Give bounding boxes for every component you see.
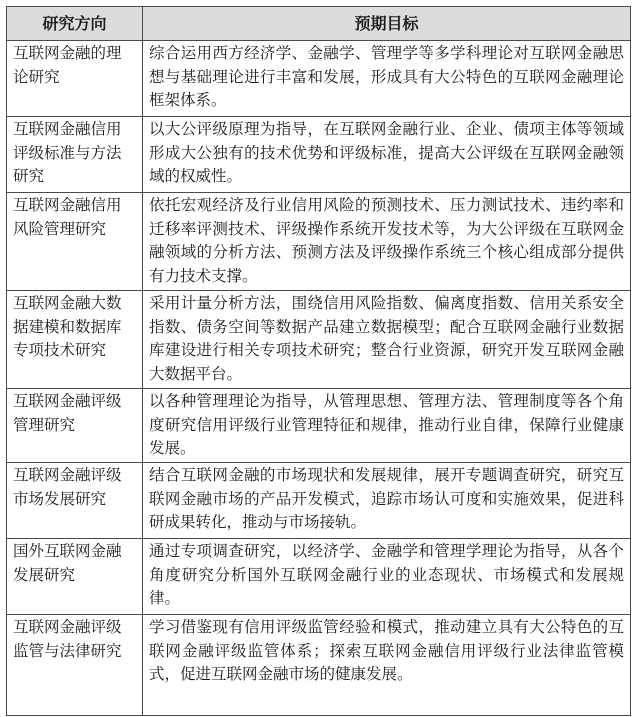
research-direction-cell: 互联网金融信用评级标准与方法研究	[7, 117, 143, 193]
table-row	[7, 41, 631, 117]
expected-goal-cell: 通过专项调查研究，以经济学、金融学和管理学理论为指导，从各个角度研究分析国外互联网金融行业的业态现状、市场模式和发展规律。	[143, 539, 631, 615]
table-header-row	[7, 7, 631, 41]
table-row	[7, 463, 631, 539]
expected-goal-cell: 以各种管理理论为指导，从管理思想、管理方法、管理制度等各个角度研究信用评级行业管理特征和规律，推动行业自律，保障行业健康发展。	[143, 389, 631, 463]
research-direction-cell: 互联网金融的理论研究	[7, 41, 143, 117]
expected-goal-cell: 结合互联网金融的市场现状和发展规律，展开专题调查研究，研究互联网金融市场的产品开发模式，追踪市场认可度和实施效果，促进科研成果转化，推动与市场接轨。	[143, 463, 631, 539]
table-row	[7, 389, 631, 463]
table-row	[7, 615, 631, 716]
header-research-direction: 研究方向	[7, 7, 143, 41]
expected-goal-cell: 综合运用西方经济学、金融学、管理学等多学科理论对互联网金融思想与基础理论进行丰富和发展，形成具有大公特色的互联网金融理论框架体系。	[143, 41, 631, 117]
table-row	[7, 117, 631, 193]
table-row	[7, 193, 631, 291]
research-table	[6, 6, 631, 716]
table-row	[7, 291, 631, 389]
table-row	[7, 539, 631, 615]
expected-goal-cell: 采用计量分析方法，围绕信用风险指数、偏离度指数、信用关系安全指数、债务空间等数据产品建立数据模型；配合互联网金融行业数据库建设进行相关专项技术研究；整合行业资源，研究开发互联网金融大数据平台。	[143, 291, 631, 389]
research-direction-cell: 互联网金融大数据建模和数据库专项技术研究	[7, 291, 143, 389]
expected-goal-cell: 以大公评级原理为指导，在互联网金融行业、企业、债项主体等领域形成大公独有的技术优势和评级标准，提高大公评级在互联网金融领域的权威性。	[143, 117, 631, 193]
research-direction-cell: 国外互联网金融发展研究	[7, 539, 143, 615]
research-direction-cell: 互联网金融评级市场发展研究	[7, 463, 143, 539]
expected-goal-cell: 依托宏观经济及行业信用风险的预测技术、压力测试技术、违约率和迁移率评测技术、评级操作系统开发技术等，为大公评级在互联网金融领域的分析方法、预测方法及评级操作系统三个核心组成部分提供有力技术支撑。	[143, 193, 631, 291]
expected-goal-cell: 学习借鉴现有信用评级监管经验和模式，推动建立具有大公特色的互联网金融评级监管体系；探索互联网金融信用评级行业法律监管模式，促进互联网金融市场的健康发展。	[143, 615, 631, 716]
research-direction-cell: 互联网金融信用风险管理研究	[7, 193, 143, 291]
research-direction-cell: 互联网金融评级管理研究	[7, 389, 143, 463]
research-direction-cell: 互联网金融评级监管与法律研究	[7, 615, 143, 716]
header-expected-goal: 预期目标	[143, 7, 631, 41]
